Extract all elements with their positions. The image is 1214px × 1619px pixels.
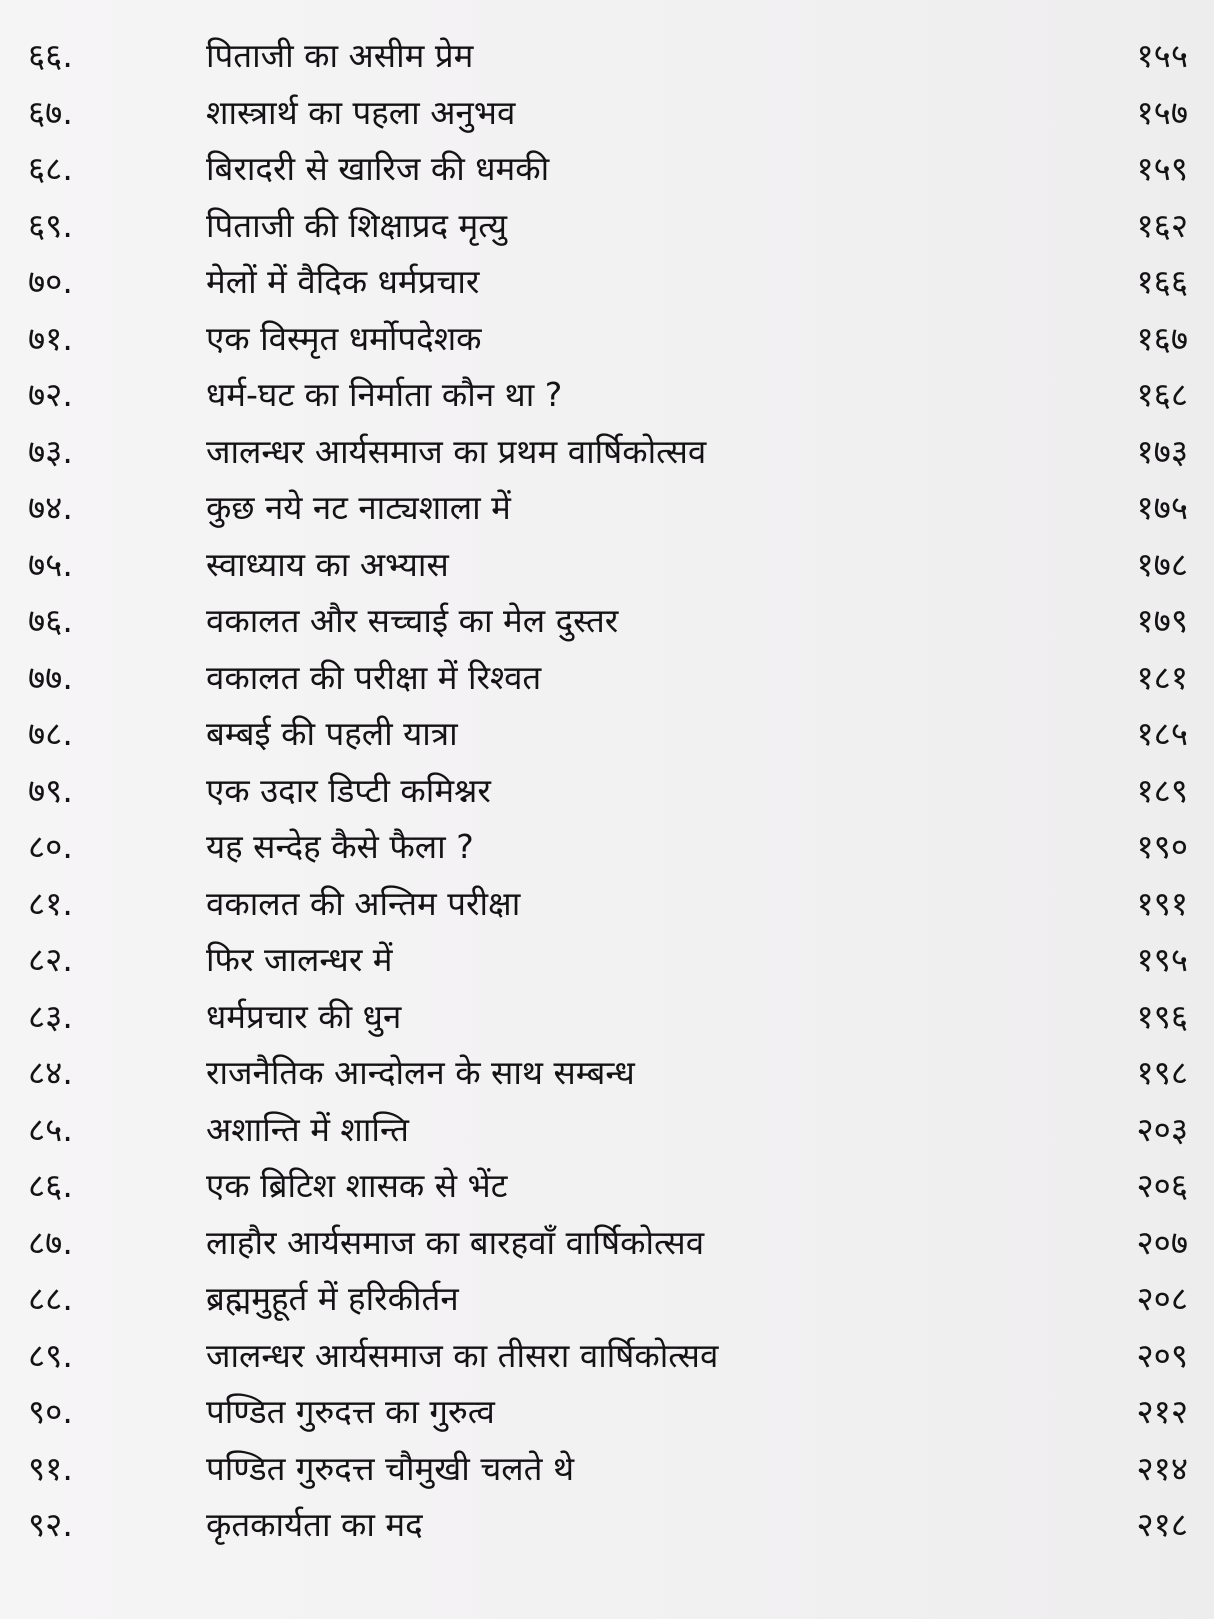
toc-entry [0, 198, 1214, 255]
toc-entry [0, 593, 1214, 650]
chapter-title: यह सन्देह कैसे फैला ? [206, 827, 474, 866]
page-number: १७८ [1136, 544, 1188, 584]
chapter-title: वकालत की परीक्षा में रिश्वत [206, 657, 542, 697]
chapter-number: ७४. [28, 488, 73, 527]
chapter-title: एक विस्मृत धर्मोपदेशक [206, 318, 482, 358]
toc-entry [0, 85, 1214, 142]
page-number: १६७ [1136, 318, 1188, 358]
page-number: १७३ [1136, 431, 1188, 471]
chapter-number: ७७. [28, 657, 73, 697]
toc-entry [0, 763, 1214, 820]
page-number: २१८ [1136, 1505, 1188, 1544]
chapter-number: ७१. [28, 318, 73, 358]
chapter-number: ७३. [28, 431, 73, 471]
toc-entry [0, 367, 1214, 424]
chapter-number: ६६. [28, 36, 73, 75]
chapter-number: ७२. [28, 375, 73, 414]
chapter-title: धर्मप्रचार की धुन [206, 996, 402, 1036]
chapter-title: एक उदार डिप्टी कमिश्नर [206, 770, 491, 810]
toc-entry [0, 1158, 1214, 1215]
toc-entry [0, 480, 1214, 537]
page-number: १९६ [1136, 996, 1188, 1036]
page-number: १९१ [1136, 883, 1188, 923]
chapter-title: धर्म-घट का निर्माता कौन था ? [206, 375, 563, 414]
page-number: १८५ [1136, 714, 1188, 753]
page-number: १९० [1136, 827, 1188, 866]
chapter-title: कुछ नये नट नाट्यशाला में [206, 488, 511, 527]
toc-entry [0, 650, 1214, 707]
chapter-title: वकालत और सच्चाई का मेल दुस्तर [206, 601, 619, 640]
page-number: १५९ [1136, 149, 1188, 188]
chapter-number: ९१. [28, 1448, 73, 1488]
toc-entry [0, 1271, 1214, 1328]
chapter-title: जालन्धर आर्यसमाज का तीसरा वार्षिकोत्सव [206, 1335, 719, 1375]
page-number: २१२ [1136, 1392, 1188, 1431]
page-number: १८९ [1136, 770, 1188, 810]
toc-entry [0, 424, 1214, 481]
page-number: १६२ [1136, 205, 1188, 245]
chapter-title: लाहौर आर्यसमाज का बारहवाँ वार्षिकोत्सव [206, 1222, 705, 1262]
chapter-number: ८१. [28, 883, 73, 923]
toc-entry [0, 932, 1214, 989]
chapter-title: वकालत की अन्तिम परीक्षा [206, 883, 521, 923]
toc-entry [0, 254, 1214, 311]
chapter-number: ६७. [28, 92, 73, 132]
chapter-title: अशान्ति में शान्ति [206, 1109, 409, 1149]
toc-entry [0, 1215, 1214, 1272]
chapter-number: ८३. [28, 996, 73, 1036]
toc-entry [0, 819, 1214, 876]
chapter-title: पिताजी का असीम प्रेम [206, 36, 474, 75]
chapter-title: कृतकार्यता का मद [206, 1505, 423, 1544]
toc-entry [0, 141, 1214, 198]
chapter-number: ७०. [28, 262, 73, 301]
page-number: १८१ [1136, 657, 1188, 697]
toc-entry [0, 1102, 1214, 1159]
page-number: २१४ [1136, 1448, 1188, 1488]
page-number: १९५ [1136, 940, 1188, 979]
chapter-title: राजनैतिक आन्दोलन के साथ सम्बन्ध [206, 1053, 635, 1092]
toc-entry [0, 989, 1214, 1046]
page-number: १७५ [1136, 488, 1188, 527]
chapter-number: ८४. [28, 1053, 73, 1092]
toc-entry [0, 1441, 1214, 1498]
toc-entry [0, 28, 1214, 85]
toc-entry [0, 876, 1214, 933]
page-number: १५५ [1136, 36, 1188, 75]
chapter-number: ८७. [28, 1222, 73, 1262]
page-number: २०३ [1136, 1109, 1188, 1149]
chapter-number: ८६. [28, 1166, 73, 1205]
page-number: १६८ [1136, 375, 1188, 414]
toc-entry [0, 311, 1214, 368]
chapter-number: ६९. [28, 205, 73, 245]
chapter-title: बिरादरी से खारिज की धमकी [206, 149, 550, 188]
page-number: १६६ [1136, 262, 1188, 301]
chapter-title: शास्त्रार्थ का पहला अनुभव [206, 92, 516, 132]
page-number: २०६ [1136, 1166, 1188, 1205]
page-number: २०७ [1136, 1222, 1188, 1262]
chapter-number: ८०. [28, 827, 73, 866]
chapter-number: ७८. [28, 714, 73, 753]
chapter-number: ८८. [28, 1279, 73, 1318]
chapter-title: बम्बई की पहली यात्रा [206, 714, 458, 753]
chapter-number: ७६. [28, 601, 73, 640]
page-number: १५७ [1136, 92, 1188, 132]
chapter-number: ८२. [28, 940, 73, 979]
toc-entry [0, 706, 1214, 763]
chapter-title: पण्डित गुरुदत्त चौमुखी चलते थे [206, 1448, 575, 1488]
chapter-number: ७५. [28, 544, 73, 584]
table-of-contents [0, 28, 1214, 1554]
chapter-number: ८५. [28, 1109, 73, 1149]
chapter-title: मेलों में वैदिक धर्मप्रचार [206, 262, 480, 301]
page-number: २०९ [1136, 1335, 1188, 1375]
chapter-number: ७९. [28, 770, 73, 810]
page-number: १७९ [1136, 601, 1188, 640]
toc-entry [0, 1497, 1214, 1554]
chapter-title: फिर जालन्धर में [206, 940, 393, 979]
toc-entry [0, 1328, 1214, 1385]
chapter-title: जालन्धर आर्यसमाज का प्रथम वार्षिकोत्सव [206, 431, 707, 471]
chapter-number: ६८. [28, 149, 73, 188]
toc-entry [0, 1384, 1214, 1441]
toc-entry [0, 1045, 1214, 1102]
chapter-title: एक ब्रिटिश शासक से भेंट [206, 1166, 508, 1205]
page-number: २०८ [1136, 1279, 1188, 1318]
chapter-title: पण्डित गुरुदत्त का गुरुत्व [206, 1392, 495, 1431]
toc-entry [0, 537, 1214, 594]
chapter-title: ब्रह्ममुहूर्त में हरिकीर्तन [206, 1279, 459, 1318]
chapter-number: ९२. [28, 1505, 73, 1544]
chapter-number: ८९. [28, 1335, 73, 1375]
chapter-number: ९०. [28, 1392, 73, 1431]
chapter-title: स्वाध्याय का अभ्यास [206, 544, 449, 584]
page-number: १९८ [1136, 1053, 1188, 1092]
chapter-title: पिताजी की शिक्षाप्रद मृत्यु [206, 205, 507, 245]
